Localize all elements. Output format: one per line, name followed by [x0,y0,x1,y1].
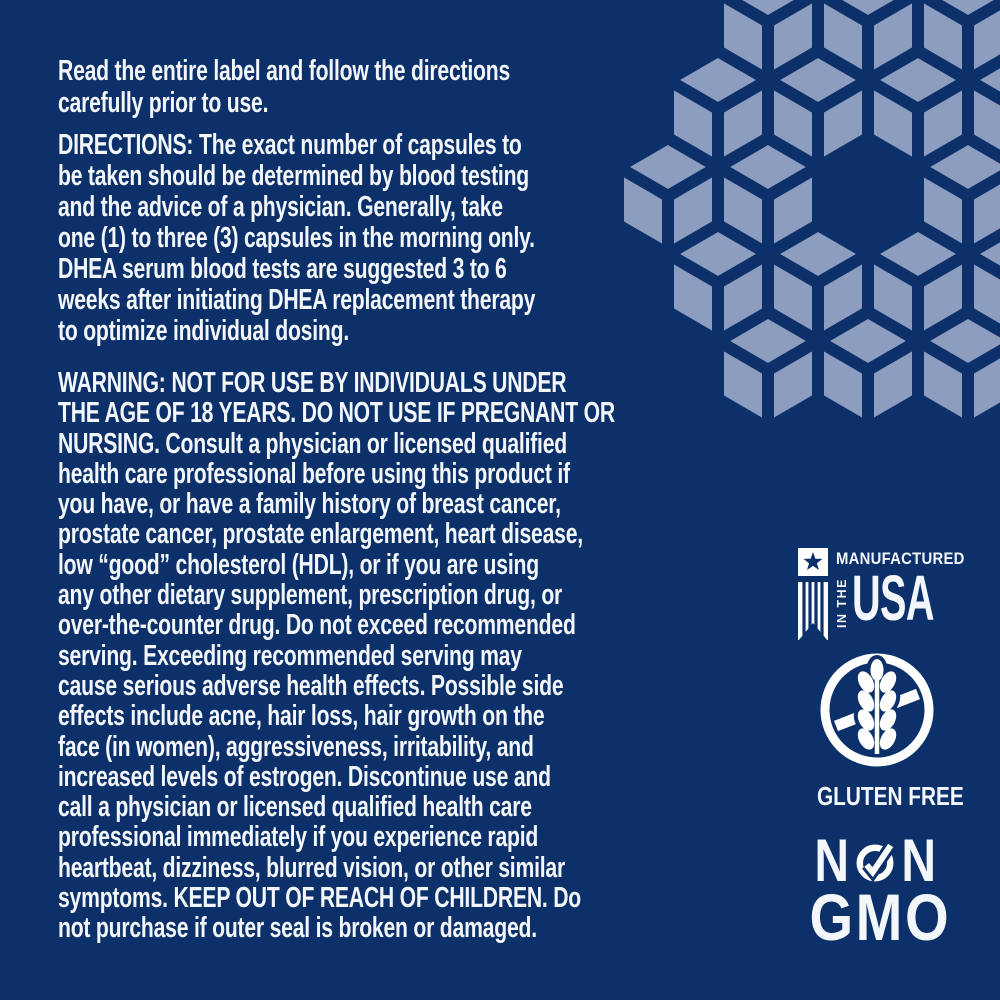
warning-line [58,368,615,398]
warning-line: over-the-counter drug. Do not exceed recommended [58,609,576,642]
warning-line: THE AGE OF 18 YEARS. DO NOT USE IF PREGNANT OR [58,397,615,430]
gluten-free-label: GLUTEN FREE [817,781,964,811]
warning-line: call a physician or licensed qualified health care [58,791,532,824]
directions-line [58,130,615,161]
warning-paragraph [58,368,615,944]
warning-line: cause serious adverse health effects. Possible side [58,669,564,702]
warning-line: NURSING. Consult a physician or licensed qualified [58,427,567,460]
usa-badge-in-the-text: IN THE [835,578,849,628]
warning-heading: WARNING: [58,367,166,399]
non-gmo-n-left: N [813,827,849,894]
directions-line: and the advice of a physician. Generally, take [58,191,503,223]
directions-line: DHEA serum blood tests are suggested 3 to 6 [58,253,507,285]
intro-line: carefully prior to use. [58,86,269,119]
directions-line: to optimize individual dosing. [58,315,349,347]
star-ribbon-flag-icon [796,544,830,646]
non-gmo-n-right: N [901,827,937,894]
label-text-column [58,56,615,944]
warning-line: you have, or have a family history of breast cancer, [58,488,561,521]
directions-paragraph [58,130,615,347]
usa-badge-usa-text: USA [852,562,934,634]
warning-line: any other dietary supplement, prescription drug, or [58,579,563,612]
non-gmo-gmo-text: GMO [809,880,952,954]
intro-paragraph [58,56,615,119]
directions-line: be taken should be determined by blood testing [58,160,530,192]
hex-cube-pattern-icon [620,0,1000,460]
warning-line: increased levels of estrogen. Discontinue use and [58,760,551,793]
directions-heading: DIRECTIONS: [58,129,194,161]
warning-line: effects include acne, hair loss, hair growth on the [58,700,545,733]
warning-line: health care professional before using this product if [58,457,570,490]
directions-line-text: The exact number of capsules to [199,129,522,161]
warning-line: prostate cancer, prostate enlargement, heart disease, [58,518,583,551]
usa-badge-manufactured-text: MANUFACTURED [836,550,965,568]
warning-line: not purchase if outer seal is broken or damaged. [58,912,537,945]
made-in-usa-badge [796,544,968,646]
non-gmo-line2 [797,880,953,954]
warning-line: heartbeat, dizziness, blurred vision, or other similar [58,851,565,884]
gluten-free-badge [802,646,964,812]
crossed-wheat-icon [810,646,944,774]
warning-line: professional immediately if you experience rapid [58,821,539,854]
warning-line: symptoms. KEEP OUT OF REACH OF CHILDREN. Do [58,882,582,915]
warning-line: serving. Exceeding recommended serving may [58,639,522,672]
warning-line-text: NOT FOR USE BY INDIVIDUALS UNDER [171,367,567,399]
warning-line: low “good” cholesterol (HDL), or if you are using [58,548,539,581]
warning-line: face (in women), aggressiveness, irritability, and [58,730,534,763]
directions-line: weeks after initiating DHEA replacement therapy [58,284,536,316]
non-gmo-badge [797,827,953,954]
directions-line: one (1) to three (3) capsules in the morning only. [58,222,535,254]
intro-line: Read the entire label and follow the directions [58,55,510,87]
